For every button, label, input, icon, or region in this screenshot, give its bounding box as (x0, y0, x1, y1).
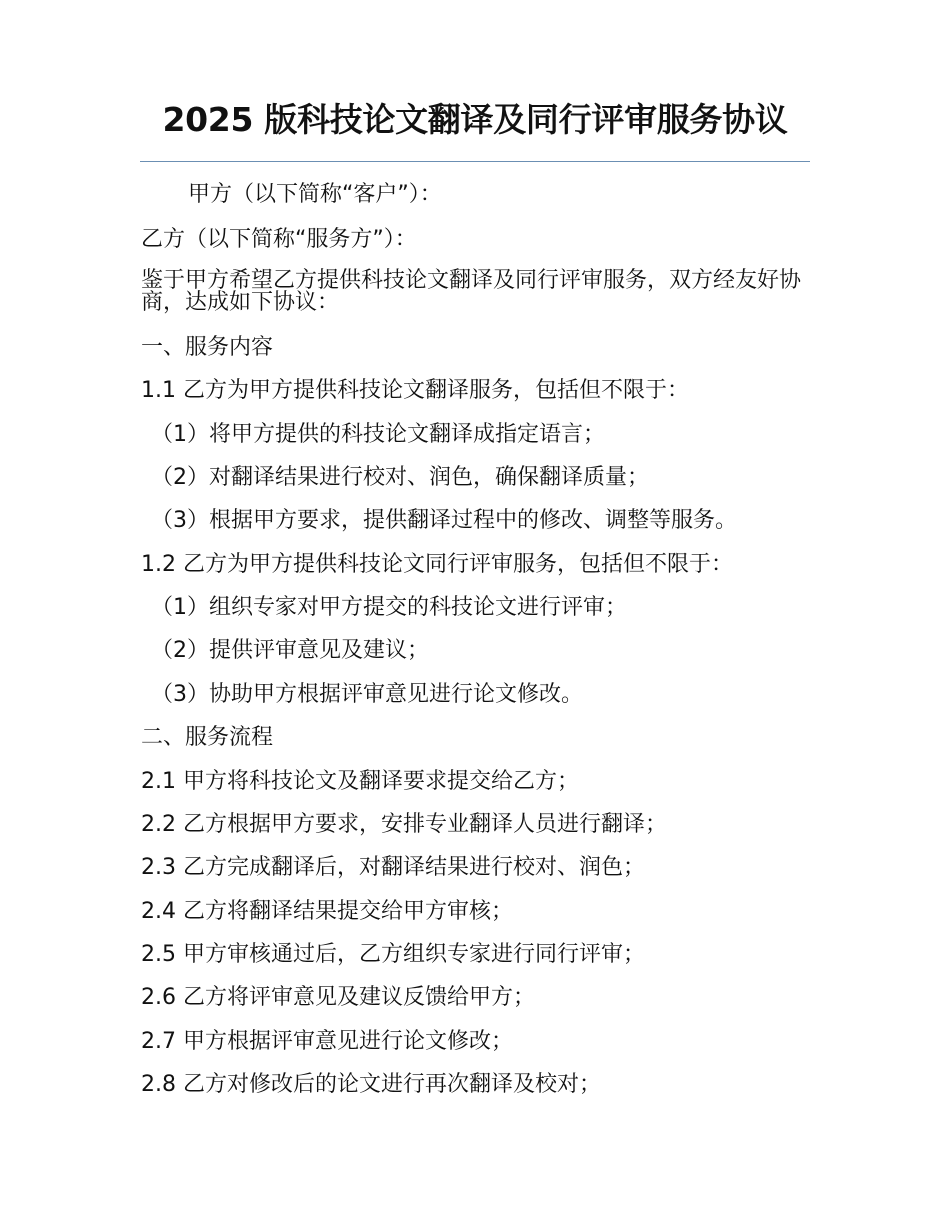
clause-1-2-item-2: （2）提供评审意见及建议； (151, 638, 429, 663)
clause-2-5: 2.5 甲方审核通过后，乙方组织专家进行同行评审； (141, 942, 645, 967)
party-b-line: 乙方（以下简称“服务方”）： (141, 227, 417, 252)
clause-1-2-item-3: （3）协助甲方根据评审意见进行论文修改。 (151, 682, 583, 707)
preamble-paragraph: 鉴于甲方希望乙方提供科技论文翻译及同行评审服务，双方经友好协商，达成如下协议： (141, 268, 802, 315)
section-2-heading: 二、服务流程 (141, 725, 274, 750)
clause-2-6: 2.6 乙方将评审意见及建议反馈给甲方； (141, 985, 535, 1010)
clause-1-1-item-1: （1）将甲方提供的科技论文翻译成指定语言； (151, 422, 605, 447)
title-divider (140, 161, 810, 162)
clause-2-2: 2.2 乙方根据甲方要求，安排专业翻译人员进行翻译； (141, 812, 667, 837)
section-1-heading: 一、服务内容 (141, 335, 274, 360)
clause-2-1: 2.1 甲方将科技论文及翻译要求提交给乙方； (141, 769, 579, 794)
clause-2-8: 2.8 乙方对修改后的论文进行再次翻译及校对； (141, 1072, 601, 1097)
clause-1-2-item-1: （1）组织专家对甲方提交的科技论文进行评审； (151, 595, 627, 620)
clause-2-3: 2.3 乙方完成翻译后，对翻译结果进行校对、润色； (141, 855, 645, 880)
clause-1-1-item-2: （2）对翻译结果进行校对、润色，确保翻译质量； (151, 465, 649, 490)
clause-1-1-item-3: （3）根据甲方要求，提供翻译过程中的修改、调整等服务。 (151, 508, 737, 533)
party-a-line: 甲方（以下简称“客户”）： (188, 182, 442, 207)
clause-2-4: 2.4 乙方将翻译结果提交给甲方审核； (141, 899, 513, 924)
clause-1-1: 1.1 乙方为甲方提供科技论文翻译服务，包括但不限于： (141, 378, 689, 403)
clause-1-2: 1.2 乙方为甲方提供科技论文同行评审服务，包括但不限于： (141, 552, 733, 577)
clause-2-7: 2.7 甲方根据评审意见进行论文修改； (141, 1029, 513, 1054)
document-title: 2025 版科技论文翻译及同行评审服务协议 (162, 100, 788, 139)
